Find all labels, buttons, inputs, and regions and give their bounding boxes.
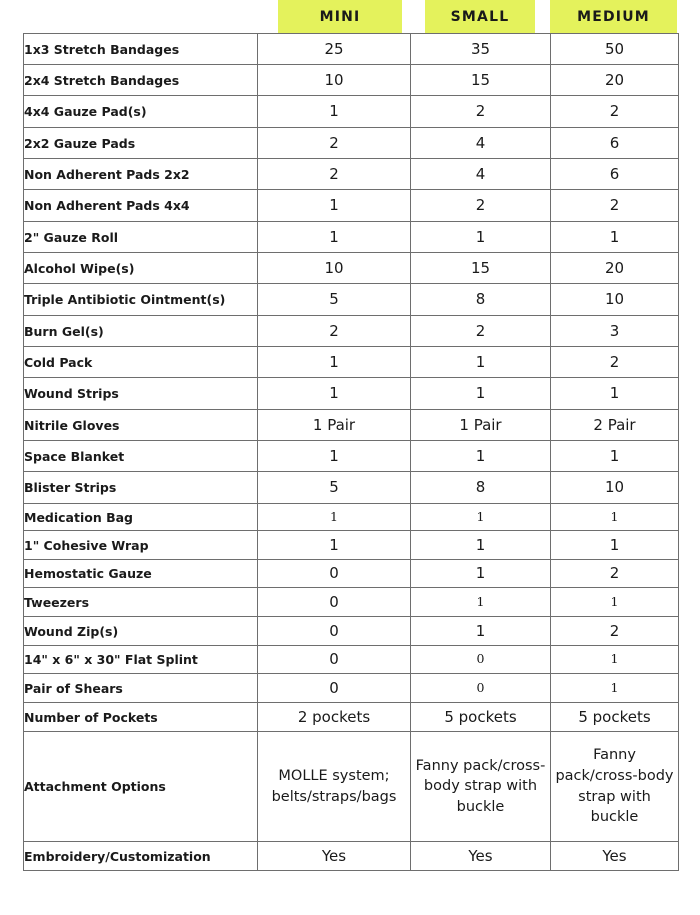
row-label: 14" x 6" x 30" Flat Splint bbox=[24, 646, 258, 674]
cell-small: 1 bbox=[411, 560, 551, 588]
cell-mini: 1 bbox=[258, 347, 411, 378]
cell-mini: 0 bbox=[258, 646, 411, 674]
table-row bbox=[24, 190, 679, 222]
row-label: Hemostatic Gauze bbox=[24, 560, 258, 588]
cell-small: 4 bbox=[411, 159, 551, 190]
cell-small: 1 bbox=[411, 531, 551, 560]
cell-mini: 1 bbox=[258, 531, 411, 560]
row-label: Burn Gel(s) bbox=[24, 316, 258, 347]
table-row bbox=[24, 560, 679, 588]
table-row bbox=[24, 646, 679, 674]
row-label: Triple Antibiotic Ointment(s) bbox=[24, 284, 258, 316]
cell-mini: 0 bbox=[258, 674, 411, 703]
row-label: Number of Pockets bbox=[24, 703, 258, 732]
row-label: Blister Strips bbox=[24, 472, 258, 504]
cell-mini: 1 bbox=[258, 441, 411, 472]
cell-medium: 6 bbox=[551, 159, 679, 190]
cell-small: 2 bbox=[411, 96, 551, 128]
table-row bbox=[24, 441, 679, 472]
cell-medium: 1 bbox=[551, 222, 679, 253]
cell-mini: 5 bbox=[258, 472, 411, 504]
cell-medium: 2 bbox=[551, 347, 679, 378]
cell-medium: 2 bbox=[551, 96, 679, 128]
cell-mini: MOLLE system; belts/straps/bags bbox=[258, 732, 411, 842]
table-row bbox=[24, 674, 679, 703]
table-row bbox=[24, 703, 679, 732]
cell-small: 0 bbox=[411, 674, 551, 703]
cell-small: 15 bbox=[411, 65, 551, 96]
cell-small: 1 Pair bbox=[411, 410, 551, 441]
column-header-medium: MEDIUM bbox=[550, 0, 677, 33]
cell-mini: 1 bbox=[258, 96, 411, 128]
cell-mini: 2 pockets bbox=[258, 703, 411, 732]
table-row bbox=[24, 347, 679, 378]
cell-medium: Fanny pack/cross-body strap with buckle bbox=[551, 732, 679, 842]
cell-medium: 10 bbox=[551, 284, 679, 316]
table-row bbox=[24, 222, 679, 253]
row-label: 1x3 Stretch Bandages bbox=[24, 34, 258, 65]
row-label: 1" Cohesive Wrap bbox=[24, 531, 258, 560]
table-row bbox=[24, 284, 679, 316]
table-row bbox=[24, 732, 679, 842]
row-label: Attachment Options bbox=[24, 732, 258, 842]
cell-small: Fanny pack/cross-body strap with buckle bbox=[411, 732, 551, 842]
kit-comparison-table bbox=[23, 33, 679, 871]
row-label: Tweezers bbox=[24, 588, 258, 617]
row-label: Space Blanket bbox=[24, 441, 258, 472]
table-row bbox=[24, 588, 679, 617]
row-label: Alcohol Wipe(s) bbox=[24, 253, 258, 284]
cell-small: 1 bbox=[411, 347, 551, 378]
cell-small: 1 bbox=[411, 588, 551, 617]
table-row bbox=[24, 531, 679, 560]
table-row bbox=[24, 378, 679, 410]
cell-medium: 50 bbox=[551, 34, 679, 65]
table-row bbox=[24, 410, 679, 441]
cell-small: 2 bbox=[411, 316, 551, 347]
table-row bbox=[24, 316, 679, 347]
cell-small: 2 bbox=[411, 190, 551, 222]
cell-small: 4 bbox=[411, 128, 551, 159]
cell-small: 8 bbox=[411, 472, 551, 504]
row-label: Nitrile Gloves bbox=[24, 410, 258, 441]
cell-medium: 1 bbox=[551, 674, 679, 703]
cell-medium: 2 bbox=[551, 560, 679, 588]
cell-mini: 1 Pair bbox=[258, 410, 411, 441]
cell-mini: 2 bbox=[258, 159, 411, 190]
cell-medium: 3 bbox=[551, 316, 679, 347]
row-label: Pair of Shears bbox=[24, 674, 258, 703]
cell-small: 1 bbox=[411, 504, 551, 531]
cell-small: 15 bbox=[411, 253, 551, 284]
cell-medium: 20 bbox=[551, 65, 679, 96]
column-header-small: SMALL bbox=[425, 0, 535, 33]
cell-small: 35 bbox=[411, 34, 551, 65]
column-header-row bbox=[0, 0, 700, 33]
cell-medium: 10 bbox=[551, 472, 679, 504]
cell-medium: 20 bbox=[551, 253, 679, 284]
cell-mini: 0 bbox=[258, 617, 411, 646]
table-row bbox=[24, 65, 679, 96]
cell-small: 8 bbox=[411, 284, 551, 316]
cell-medium: Yes bbox=[551, 842, 679, 871]
cell-mini: 0 bbox=[258, 560, 411, 588]
table-row bbox=[24, 504, 679, 531]
cell-medium: 6 bbox=[551, 128, 679, 159]
cell-small: 1 bbox=[411, 222, 551, 253]
row-label: Wound Zip(s) bbox=[24, 617, 258, 646]
cell-medium: 1 bbox=[551, 441, 679, 472]
cell-medium: 1 bbox=[551, 504, 679, 531]
cell-mini: 0 bbox=[258, 588, 411, 617]
table-row bbox=[24, 128, 679, 159]
row-label: Cold Pack bbox=[24, 347, 258, 378]
cell-mini: 5 bbox=[258, 284, 411, 316]
row-label: Non Adherent Pads 4x4 bbox=[24, 190, 258, 222]
cell-medium: 1 bbox=[551, 378, 679, 410]
cell-medium: 5 pockets bbox=[551, 703, 679, 732]
row-label: 2x2 Gauze Pads bbox=[24, 128, 258, 159]
cell-mini: 2 bbox=[258, 128, 411, 159]
row-label: Wound Strips bbox=[24, 378, 258, 410]
cell-small: 1 bbox=[411, 617, 551, 646]
cell-medium: 2 bbox=[551, 190, 679, 222]
cell-medium: 2 Pair bbox=[551, 410, 679, 441]
table-row bbox=[24, 253, 679, 284]
table-row bbox=[24, 96, 679, 128]
cell-small: Yes bbox=[411, 842, 551, 871]
cell-medium: 1 bbox=[551, 646, 679, 674]
cell-small: 0 bbox=[411, 646, 551, 674]
row-label: Medication Bag bbox=[24, 504, 258, 531]
cell-mini: 10 bbox=[258, 253, 411, 284]
cell-mini: 1 bbox=[258, 190, 411, 222]
cell-mini: 25 bbox=[258, 34, 411, 65]
column-header-mini: MINI bbox=[278, 0, 402, 33]
row-label: Non Adherent Pads 2x2 bbox=[24, 159, 258, 190]
cell-medium: 1 bbox=[551, 588, 679, 617]
table-row bbox=[24, 842, 679, 871]
table-row bbox=[24, 34, 679, 65]
cell-small: 5 pockets bbox=[411, 703, 551, 732]
cell-mini: 1 bbox=[258, 378, 411, 410]
cell-mini: 1 bbox=[258, 504, 411, 531]
row-label: 4x4 Gauze Pad(s) bbox=[24, 96, 258, 128]
cell-small: 1 bbox=[411, 378, 551, 410]
row-label: 2x4 Stretch Bandages bbox=[24, 65, 258, 96]
cell-medium: 1 bbox=[551, 531, 679, 560]
row-label: 2" Gauze Roll bbox=[24, 222, 258, 253]
table-row bbox=[24, 617, 679, 646]
row-label: Embroidery/Customization bbox=[24, 842, 258, 871]
cell-mini: Yes bbox=[258, 842, 411, 871]
cell-mini: 1 bbox=[258, 222, 411, 253]
cell-small: 1 bbox=[411, 441, 551, 472]
table-row bbox=[24, 472, 679, 504]
cell-medium: 2 bbox=[551, 617, 679, 646]
table-row bbox=[24, 159, 679, 190]
cell-mini: 2 bbox=[258, 316, 411, 347]
cell-mini: 10 bbox=[258, 65, 411, 96]
